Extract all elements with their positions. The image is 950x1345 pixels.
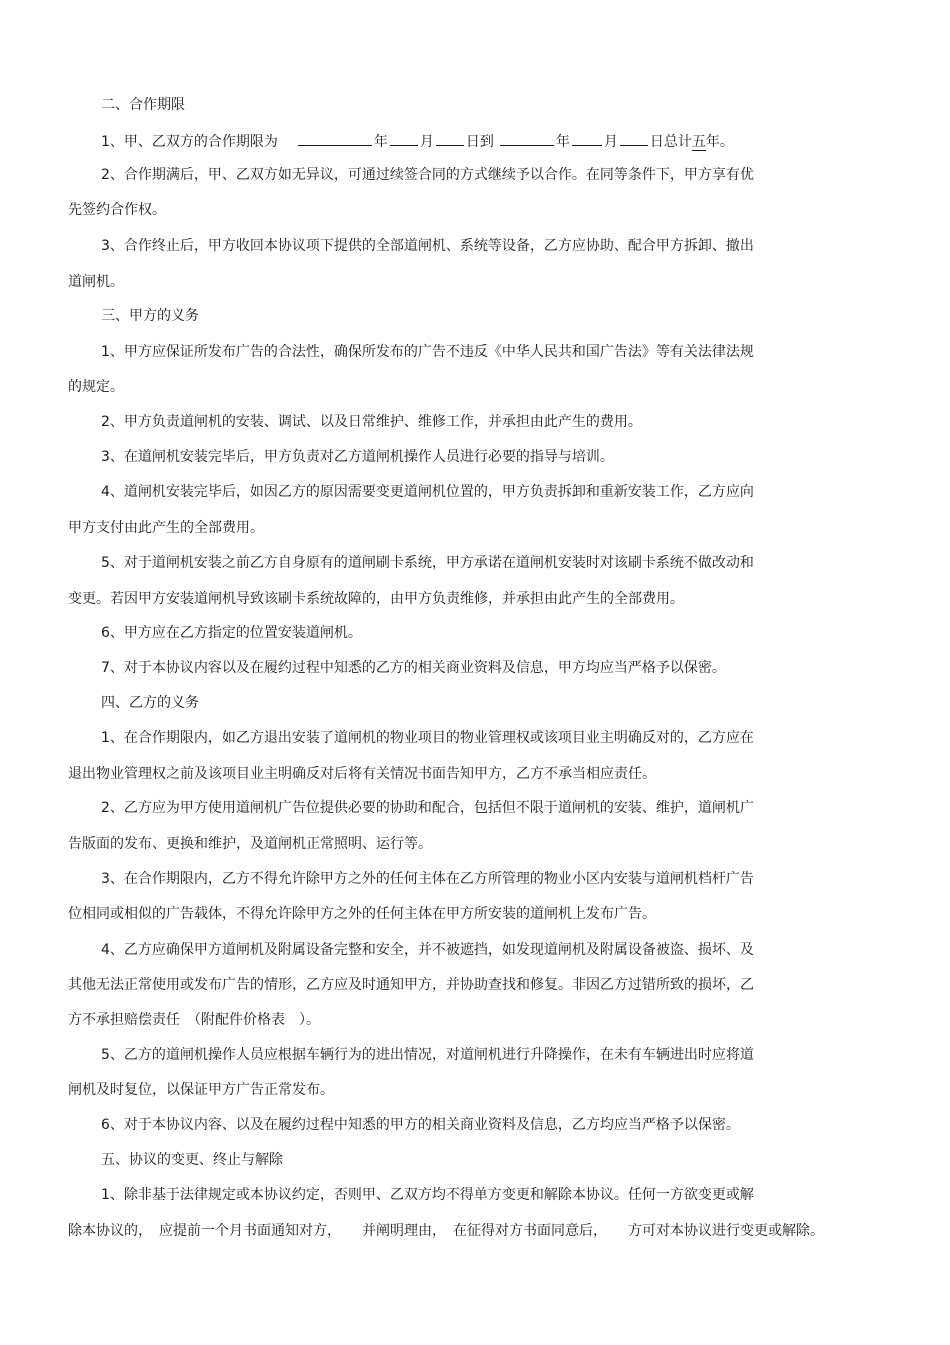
paragraph-line: 7、对于本协议内容以及在履约过程中知悉的乙方的相关商业资料及信息，甲方均应当严格予以保密。	[101, 660, 726, 676]
section-heading-change: 五、协议的变更、终止与解除	[101, 1152, 283, 1168]
term-period-line	[101, 130, 734, 152]
paragraph-line: 3、在合作期限内，乙方不得允许除甲方之外的任何主体在乙方所管理的物业小区内安装与道闸机档杆广告	[101, 871, 754, 887]
paragraph-line: 4、道闸机安装完毕后，如因乙方的原因需要变更道闸机位置的，甲方负责拆卸和重新安装工作，乙方应向	[101, 484, 754, 500]
paragraph-line: 2、甲方负责道闸机的安装、调试、以及日常维护、维修工作，并承担由此产生的费用。	[101, 414, 642, 430]
paragraph-line: 4、乙方应确保甲方道闸机及附属设备完整和安全，并不被遮挡，如发现道闸机及附属设备被盗、损坏、及	[101, 942, 754, 958]
paragraph-line: 的规定。	[68, 379, 124, 395]
paragraph-line: 退出物业管理权之前及该项目业主明确反对后将有关情况书面告知甲方，乙方不承当相应责任。	[68, 766, 656, 782]
start-month-blank[interactable]	[390, 130, 418, 146]
paragraph-line: 变更。若因甲方安装道闸机导致该刷卡系统故障的，由甲方负责维修，并承担由此产生的全部费用。	[68, 591, 684, 607]
paragraph-line: 3、在道闸机安装完毕后，甲方负责对乙方道闸机操作人员进行必要的指导与培训。	[101, 449, 614, 465]
day-to-label: 日到	[465, 134, 494, 150]
paragraph-line: 5、对于道闸机安装之前乙方自身原有的道闸刷卡系统，甲方承诺在道闸机安装时对该刷卡系统不做改动和	[101, 555, 754, 571]
total-years-value: 五	[691, 134, 706, 150]
paragraph-line: 6、甲方应在乙方指定的位置安装道闸机。	[101, 625, 362, 641]
total-prefix: 日总计	[649, 134, 692, 150]
paragraph-line: 除本协议的， 应提前一个月书面通知对方， 并阐明理由， 在征得对方书面同意后， 方可对本协议进行变更或解除。	[68, 1223, 824, 1239]
total-suffix: 年。	[705, 134, 734, 150]
month-label: 月	[419, 134, 434, 150]
paragraph-line: 5、乙方的道闸机操作人员应根据车辆行为的进出情况，对道闸机进行升降操作，在未有车辆进出时应将道	[101, 1047, 754, 1063]
end-year-blank[interactable]	[500, 130, 554, 146]
year-label-2: 年	[555, 134, 570, 150]
section-heading-term: 二、合作期限	[101, 97, 185, 113]
paragraph-line: 告版面的发布、更换和维护，及道闸机正常照明、运行等。	[68, 836, 432, 852]
paragraph-line: 1、除非基于法律规定或本协议约定，否则甲、乙双方均不得单方变更和解除本协议。任何一方欲变更或解	[101, 1187, 754, 1203]
paragraph-line: 道闸机。	[68, 274, 124, 290]
end-day-blank[interactable]	[620, 130, 648, 146]
paragraph-line: 先签约合作权。	[68, 202, 166, 218]
paragraph-line: 位相同或相似的广告载体，不得允许除甲方之外的任何主体在甲方所安装的道闸机上发布广告。	[68, 906, 656, 922]
section-heading-party-a: 三、甲方的义务	[101, 308, 199, 324]
term-period-prefix: 1、甲、乙双方的合作期限为	[101, 134, 278, 150]
paragraph-line: 2、乙方应为甲方使用道闸机广告位提供必要的协助和配合，包括但不限于道闸机的安装、维护，道闸机广	[101, 800, 754, 816]
start-year-blank[interactable]	[298, 130, 372, 146]
paragraph-line: 甲方支付由此产生的全部费用。	[68, 520, 264, 536]
end-month-blank[interactable]	[572, 130, 602, 146]
paragraph-line: 闸机及时复位，以保证甲方广告正常发布。	[68, 1082, 334, 1098]
month-label-2: 月	[603, 134, 618, 150]
paragraph-line: 1、在合作期限内，如乙方退出安装了道闸机的物业项目的物业管理权或该项目业主明确反对的，乙方应在	[101, 730, 754, 746]
start-day-blank[interactable]	[436, 130, 464, 146]
paragraph-line: 1、甲方应保证所发布广告的合法性，确保所发布的广告不违反《中华人民共和国广告法》等有关法律法规	[101, 344, 754, 360]
paragraph-line: 方不承担赔偿责任 （附配件价格表 ）。	[68, 1012, 320, 1028]
paragraph-line: 2、合作期满后，甲、乙双方如无异议，可通过续签合同的方式继续予以合作。在同等条件下，甲方享有优	[101, 167, 754, 183]
section-heading-party-b: 四、乙方的义务	[101, 695, 199, 711]
paragraph-line: 6、对于本协议内容、以及在履约过程中知悉的甲方的相关商业资料及信息，乙方均应当严格予以保密。	[101, 1117, 740, 1133]
paragraph-line: 其他无法正常使用或发布广告的情形，乙方应及时通知甲方，并协助查找和修复。非因乙方过错所致的损坏，乙	[68, 977, 754, 993]
year-label: 年	[373, 134, 388, 150]
paragraph-line: 3、合作终止后，甲方收回本协议项下提供的全部道闸机、系统等设备，乙方应协助、配合甲方拆卸、撤出	[101, 238, 754, 254]
